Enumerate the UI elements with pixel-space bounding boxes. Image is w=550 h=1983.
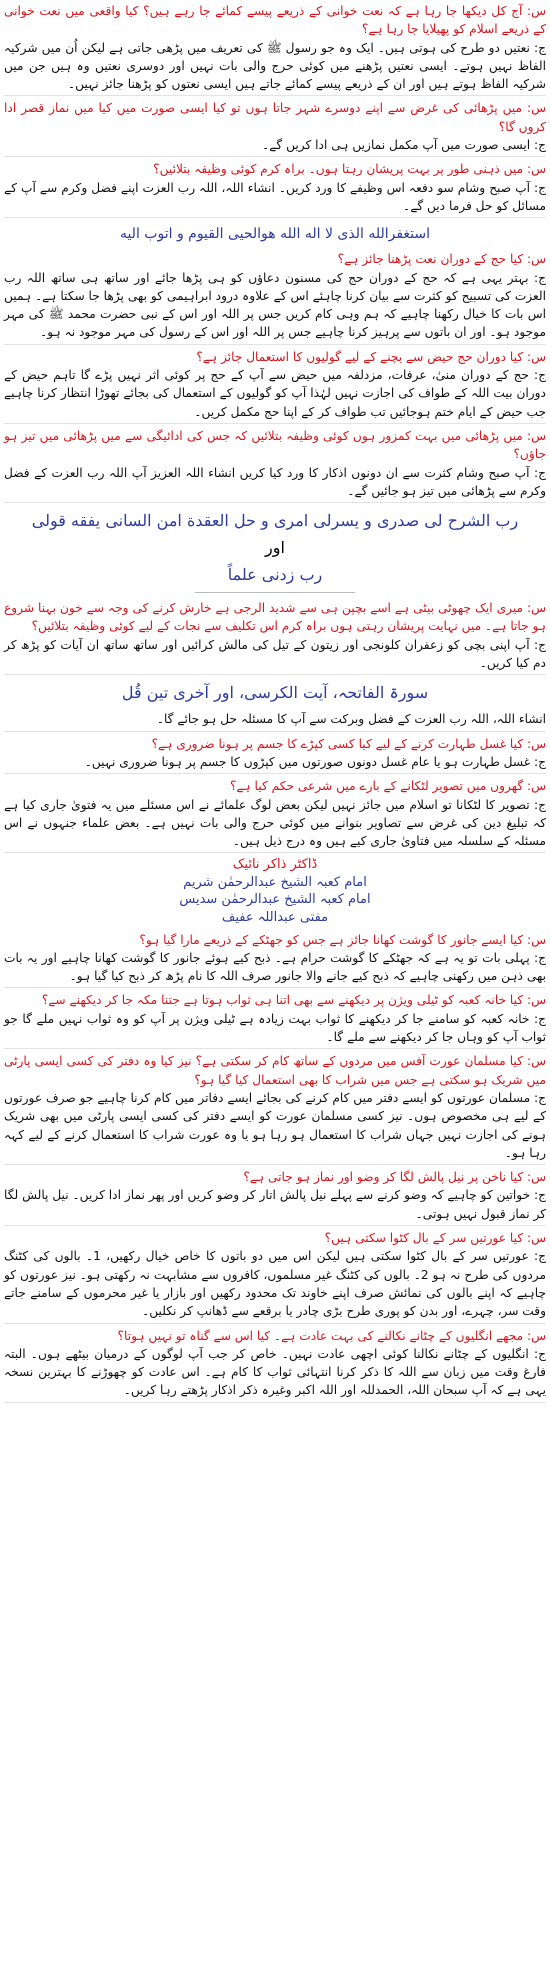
answer-text: ج: مسلمان عورتوں کو ایسے دفتر میں کام کرنے کی بجائے ایسے دفاتر میں کام کرنا چاہیے جو صرف عورتوں کے لیے ہی مخصوص ہوں۔ نیز کسی مسلمان عورت کو ایسے دفتر کی کسی ایسی پارٹی میں بھی شریک ہونے کی اجازت نہیں جہاں شراب کا استعمال ہو رہا ہو یا وہ عورت شراب کا استعمال کرنے کے لیے کہہ رہا ہو۔ [4,1090,546,1160]
separator [4,1048,546,1049]
scholar-name: ڈاکٹر ذاکر نائیک [232,857,318,873]
answer-text: ج: پہلی بات تو یہ ہے کہ جھٹکے کا گوشت حرام ہے۔ ذبح کیے ہوئے جانور کا گوشت کھانا چاہیے اور یہ بات بھی ذہن میں رکھنی چاہیے کہ ذبح کیے جانے والا جانور صرف اللہ کا نام پڑھ کر ذبح کیا گیا ہو۔ [4,950,546,984]
question-text: س: میں پڑھائی کی غرض سے اپنے دوسرے شہر جاتا ہوں تو کیا ایسی صورت میں کیا میں نماز قصر ادا کروں گا؟ [4,101,546,134]
scholar-name: مفتی عبداللہ عفیف [221,910,329,926]
answer-text: ج: انگلیوں کے چٹانے نکالنا کوئی اچھی عادت نہیں۔ خاص کر جب آپ لوگوں کے درمیان بیٹھے ہوں۔ البتہ فارغ وقت میں زبان سے اللہ کا ذکر کرنا انتہائی ثواب کا کام ہے۔ اس عادت کو چھوڑنے کا بہترین نسخہ یہی ہے کہ آپ سبحان اللہ، الحمدللہ اور اللہ اکبر وغیرہ ذکر اذکار پڑھتے رہا کریں۔ [4,1346,546,1398]
qa-list-1 [4,2,546,218]
scholar-name: امام کعبہ الشیخ عبدالرحمٰن سدیس [179,892,371,908]
qa-list-2 [4,250,546,503]
answer-text: ج: آپ صبح وشام کثرت سے ان دونوں اذکار کا ورد کیا کریں انشاء اللہ العزیز آپ اللہ رب العزت کے فضل وکرم سے پڑھائی میں تیز ہو جائیں گے۔ [4,465,546,498]
qa-list-4 [4,710,546,853]
answer-text: ج: حج کے دوران منیٰ، عرفات، مزدلفہ میں حیض سے آپ کے حج پر کوئی اثر نہیں پڑے گا تاہم حیض کے دوران بیت اللہ کے طواف کی اجازت نہیں لہٰذا آپ کو گولیوں کے استعمال کی بجائے تھوڑا انتظار کرنا چاہیے جب حیض کے ایام ختم ہوجائیں تب طواف کر کے اپنا حج مکمل کریں۔ [4,368,546,419]
separator [4,852,546,853]
question-text: س: کیا دوران حج حیض سے بچنے کے لیے گولیوں کا استعمال جائز ہے؟ [196,349,546,364]
question-text: س: کیا غسل طہارت کرنے کے لیے کیا کسی کپڑے کا جسم پر ہونا ضروری ہے؟ [151,736,546,751]
question-text: س: مجھے انگلیوں کے چٹانے نکالنے کی بہت عادت ہے۔ کیا اس سے گناہ تو نہیں ہوتا؟ [117,1328,546,1343]
separator [4,217,546,218]
separator [4,502,546,503]
question-text: س: آج کل دیکھا جا رہا ہے کہ نعت خوانی کے ذریعے پیسے کمائے جا رہے ہیں؟ کیا واقعی میں نعت خوانی کے ذریعے اسلام کو پھیلایا جا رہا ہے؟ [4,4,546,37]
separator [4,344,546,345]
answer-text: ج: نعتیں دو طرح کی ہوتی ہیں۔ ایک وہ جو رسول ﷺ کی تعریف میں پڑھی جاتی ہے لیکن اُن میں شرکیہ الفاظ نہیں ہوتے۔ ایسی نعتیں پڑھنے میں کوئی حرج والی بات نہیں اور دوسری نعتیں وہ ہیں جن میں شرکیہ الفاظ ہوتے ہیں اور ان کے ذریعے پیسے کمائے جاتے ہیں ایسی نعتوں کو پڑھنا جائز نہیں۔ [4,40,546,92]
separator [4,674,546,675]
question-text: س: کیا خانہ کعبہ کو ٹیلی ویژن پر دیکھنے سے بھی اتنا ہی ثواب ہوتا ہے جتنا مکہ جا کر دیکھنے سے؟ [41,993,546,1008]
separator [4,423,546,424]
scholar-list [4,856,546,926]
dua-istighfar: استغفرالله الذی لا اله الله هوالحیی القیوم و اتوب الیه [119,226,431,243]
conjunction: اور [265,538,285,558]
question-text: س: کیا عورتیں سر کے بال کٹوا سکتی ہیں؟ [324,1231,546,1246]
separator [4,987,546,988]
answer-text: ج: بہتر یہی ہے کہ حج کے دوران حج کی مسنون دعاؤں کو ہی پڑھا جائے اور ساتھ ہی ساتھ اللہ رب العزت کی تسبیح کو کثرت سے بیان کرنا چاہئے اس کے علاوہ درود ابراہیمی کو بھی پڑھا جا سکتا ہے۔ ہمیں اس بات کا خیال رکھنا چاہیے کہ ہم وہی کام کریں جس پر اللہ اور اس کے نبی حضرت محمد ﷺ کی مہر موجود ہو۔ اور ان باتوں سے پرہیز کرنا چاہیے جس پر اللہ اور اس کے رسول کی مہر موجود نہ ہو۔ [4,270,546,340]
question-text: س: کیا حج کے دوران نعت پڑھنا جائز ہے؟ [337,252,546,267]
separator [4,1402,546,1403]
answer-text: ج: خواتین کو چاہیے کہ وضو کرنے سے پہلے نیل پالش اتار کر وضو کریں اور پھر نماز ادا کریں۔ نیل پالش لگا کر نماز قبول نہیں ہوتی۔ [4,1188,546,1221]
answer-text: ج: آپ صبح وشام سو دفعہ اس وظیفے کا ورد کریں۔ انشاء اللہ، اللہ رب العزت اپنے فضل وکرم سے آپ کے مسائل کو حل فرما دیں گے۔ [4,180,546,213]
dua-rabbizidni: رب زدنی علماً [227,565,323,585]
separator [4,95,546,96]
answer-text: ج: عورتیں سر کے بال کٹوا سکتی ہیں لیکن اس میں دو باتوں کا خاص خیال رکھیں، 1۔ بالوں کی کٹنگ مردوں کی طرح نہ ہو 2۔ بالوں کی کٹنگ غیر مسلموں، کافروں سے مشابہت نہ رکھتی ہو۔ نیز عورتوں کو چاہیے کہ اپنے بالوں کی نمائش صرف اپنے خاوند تک محدود رکھیں اور بازار یا غیر محرموں کے سامنے جاتے وقت سر، چہرے، اور بدن کو پوری طرح بڑی چادر یا برقعے سے ڈھانپ کر نکلیں۔ [4,1249,547,1319]
separator [4,1225,546,1226]
separator [4,1164,546,1165]
answer-text: ج: تصویر کا لٹکانا تو اسلام میں جائز نہیں لیکن بعض لوگ علمائے نے اس مسئلے میں یہ فتویٰ جاری کیا ہے کہ تبلیغ دین کی غرض سے تصاویر بنوانے میں کوئی حرج والی بات نہیں ہے۔ بعض علماء جنہوں نے اس مسئلہ کے سلسلہ میں فتاویٰ جاری کیے ہیں وہ درج ذیل ہیں۔ [4,797,546,849]
question-text: س: کیا ناخن پر نیل پالش لگا کر وضو اور نماز ہو جاتی ہے؟ [243,1170,546,1185]
qa-list-3 [4,599,546,675]
question-text: س: میری ایک چھوٹی بیٹی ہے اسے بچپن ہی سے شدید الرجی ہے خارش کرنے کی وجہ سے خون بہنا شروع ہو جاتا ہے۔ میں نہایت پریشان رہتی ہوں براہ کرم اس تکلیف سے نجات کے لیے کوئی وظیفہ بتلائیں؟ [4,601,546,634]
separator [4,731,546,732]
divider [195,592,355,593]
answer-text: ج: ایسی صورت میں آپ مکمل نمازیں ہی ادا کریں گے۔ [262,138,546,153]
separator [4,773,546,774]
scholar-name: امام کعبہ الشیخ عبدالرحمٰن شریم [183,874,367,890]
question-text: س: کیا ایسے جانور کا گوشت کھانا جائز ہے جس کو جھٹکے کے ذریعے مارا گیا ہو؟ [139,932,546,947]
answer-text: انشاء اللہ، اللہ رب العزت کے فضل وبرکت سے آپ کا مسئلہ حل ہو جائے گا۔ [156,712,546,727]
answer-text: ج: غسل طہارت ہو یا عام غسل دونوں صورتوں میں کپڑوں کا جسم پر ہونا ضروری نہیں۔ [84,754,546,769]
question-text: س: میں ذہنی طور پر بہت پریشان رہتا ہوں۔ براہ کرم کوئی وظیفہ بتلائیں؟ [153,162,546,177]
dua-rabbishrah: رب الشرح لی صدری و یسرلی امری و حل العقدة امن السانی یفقه قولی [31,511,519,531]
answer-text: ج: آپ اپنی بچی کو زعفران کلونجی اور زیتون کے تیل کی مالش کرائیں اور ساتھ ساتھ ان آیات کو پڑھ کر دم کیا کریں۔ [4,637,546,671]
qa-list-5 [4,931,546,1403]
question-text: س: کیا مسلمان عورت آفس میں مردوں کے ساتھ کام کر سکتی ہے؟ نیز کیا وہ دفتر کی کسی ایسی پارٹی میں شریک ہو سکتی ہے جس میں شراب کا بھی استعمال کیا گیا ہو؟ [4,1054,546,1087]
separator [4,156,546,157]
answer-text: ج: خانہ کعبہ کو سامنے جا کر دیکھنے کا ثواب بہت زیادہ ہے ٹیلی ویژن پر آپ کو وہ ثواب نہیں ملے گا جو ثواب آپ کو وہاں جا کر دیکھنے سے ملے گا۔ [4,1011,546,1045]
question-text: س: گھروں میں تصویر لٹکانے کے بارے میں شرعی حکم کیا ہے؟ [229,779,546,794]
surah-list: سورۃ الفاتحہ، آیت الکرسی، اور آخری تین قُل [121,683,429,703]
separator [4,1323,546,1324]
question-text: س: میں پڑھائی میں بہت کمزور ہوں کوئی وظیفہ بتلائیں کہ جس کی ادائیگی سے میں پڑھائی میں تیز ہو جاؤں؟ [4,428,546,462]
